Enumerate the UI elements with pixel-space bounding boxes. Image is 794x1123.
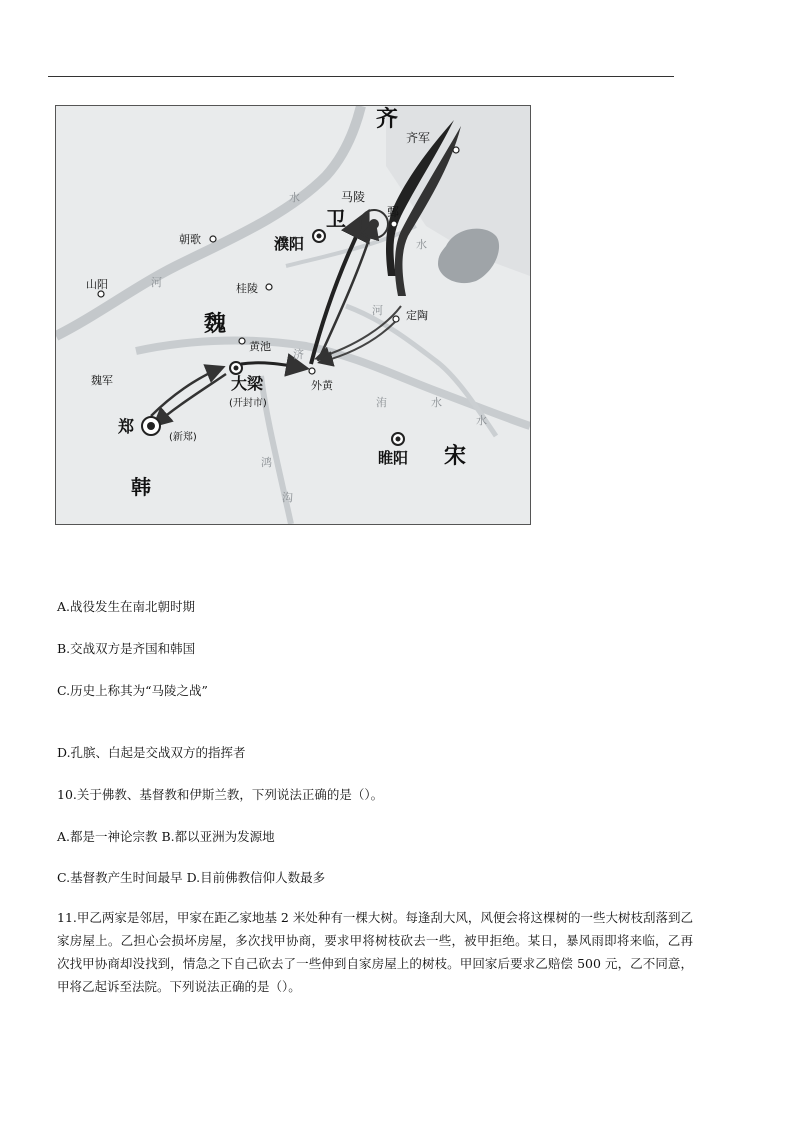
river-label-he: 河 [151,276,162,289]
label-song: 宋 [444,444,467,469]
label-xinzheng: (新郑) [169,432,197,443]
river-label-hong-1: 鸿 [261,456,272,469]
map-svg [56,106,530,524]
q10-options-line2: C.基督教产生时间最早 D.目前佛教信仰人数最多 [57,870,326,885]
label-wei-army: 魏军 [91,374,113,387]
q10-stem: 10.关于佛教、基督教和伊斯兰教，下列说法正确的是（）。 [57,787,384,802]
label-puyang: 濮阳 [274,235,305,253]
battle-map [55,105,531,525]
river-label-shui: 水 [289,191,300,204]
label-han: 韩 [131,475,151,499]
q9-option-d: D.孔膑、白起是交战双方的指挥者 [57,745,246,760]
river-label-shui2: 水 [416,238,427,251]
label-juan: 鄄 [387,205,400,219]
dingtao-dot [393,316,399,322]
label-chaoge: 朝歌 [179,233,201,246]
maling-burst-center [369,219,379,229]
river-label-he2: 河 [372,304,383,317]
river-east [346,306,496,436]
shanyang-dot [98,291,104,297]
q9-option-a: A.战役发生在南北朝时期 [57,599,196,614]
label-shanyang: 山阳 [86,278,108,291]
label-wei-state: 卫 [326,207,346,231]
label-daliang: 大梁 [231,374,264,393]
suiyang-marker-center [396,437,401,442]
label-huangchi: 黄池 [249,340,271,353]
label-suiyang: 睢阳 [378,449,409,467]
header-rule [48,76,674,77]
zheng-daliang-arrow-1 [151,368,221,416]
q11-stem: 11.甲乙两家是邻居，甲家在距乙家地基 2 米处种有一棵大树。每逢刮大风，风便会将这棵树的一些大树枝刮落到乙家房屋上。乙担心会损坏房屋，多次找甲协商，要求甲将树枝砍去一些，被甲拒绝。某日，暴风雨即将来临，乙再次找甲协商却没找到，情急之下自己砍去了一些伸到自家房屋上的树枝。甲回家后要求乙赔偿 500 元，乙不同意，甲将乙起诉至法院。下列说法正确的是（）。 [57,910,693,994]
label-qi-army: 齐军 [406,131,431,145]
river-label-ji: 济 [293,348,304,361]
q9-option-b: B.交战双方是齐国和韩国 [57,641,196,656]
label-dingtao: 定陶 [406,309,428,322]
juan-dot [391,221,397,227]
river-label-shui3: 水 [431,396,442,409]
qi-army-dot [453,147,459,153]
river-label-hong-2: 沟 [282,491,293,504]
label-guiling: 桂陵 [236,282,258,295]
label-qi: 齐 [376,107,399,132]
zheng-marker-center [147,422,155,430]
waihuang-dot [309,368,315,374]
river-label-yingshui-1: 洧 [376,396,387,409]
label-zheng: 郑 [118,417,135,436]
label-kaifeng: (开封市) [229,398,267,409]
zheng-daliang-arrow-2 [156,374,226,424]
guiling-dot [266,284,272,290]
chaoge-dot [210,236,216,242]
river-label-yingshui-2: 水 [476,414,487,427]
label-maling: 马陵 [341,190,366,204]
yellow-river [56,106,361,336]
daliang-marker-center [234,366,239,371]
puyang-marker-center [317,234,322,239]
q10-options-line1: A.都是一神论宗教 B.都以亚洲为发源地 [57,829,275,844]
label-waihuang: 外黄 [311,379,333,392]
huangchi-dot [239,338,245,344]
q9-option-c: C.历史上称其为“马陵之战” [57,683,208,698]
daliang-to-waihuang-arrow [241,363,304,368]
label-wei: 魏 [204,312,227,337]
